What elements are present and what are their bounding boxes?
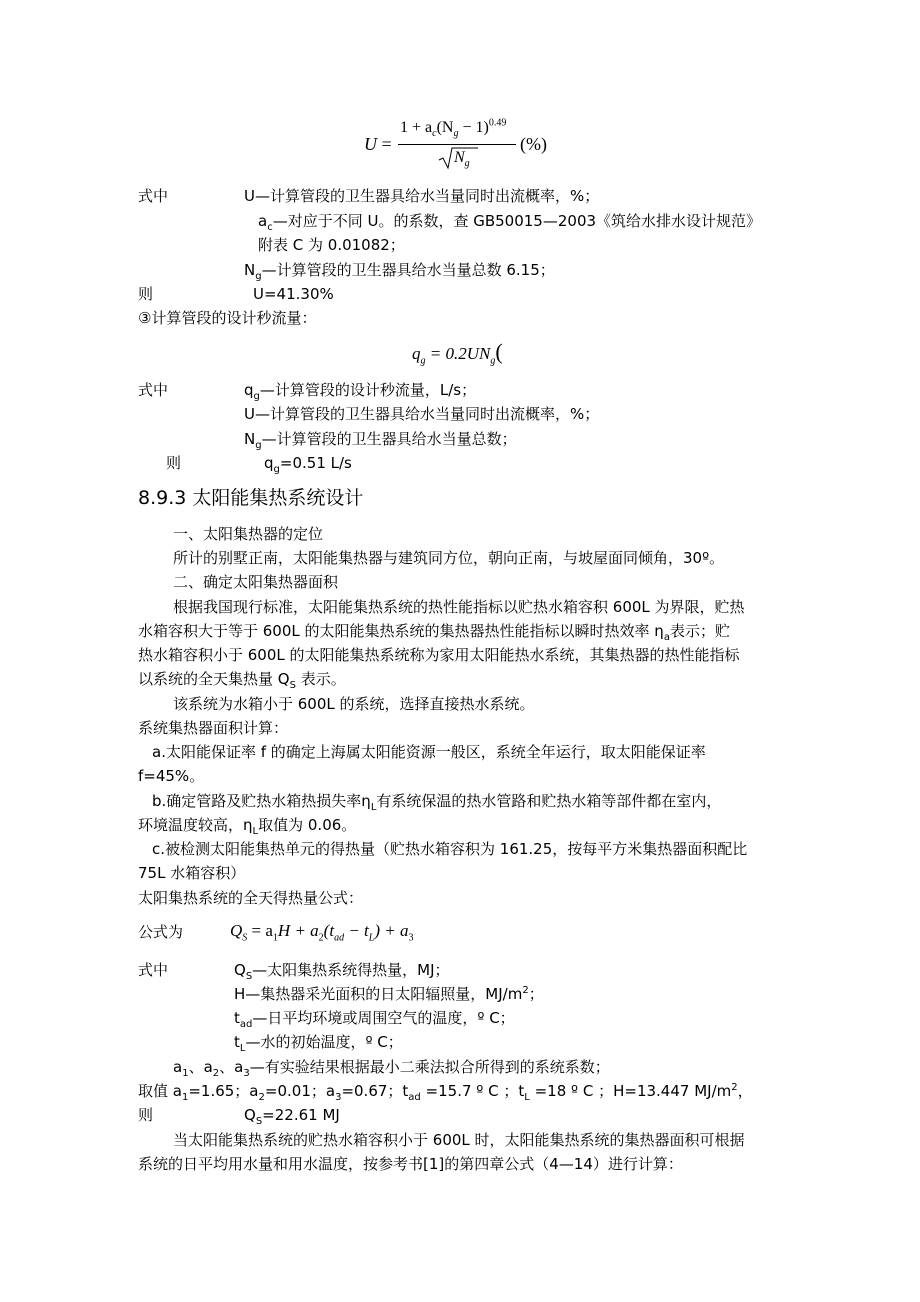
u-result: U=41.30%: [253, 285, 334, 303]
formula-u: [364, 118, 564, 178]
para-4d: 以系统的全天集热量 $Q_S$ 表示。: [138, 670, 346, 691]
para-4a: 根据我国现行标准，太阳能集热系统的热性能指标以贮热水箱容积 600L 为界限，贮热: [173, 598, 745, 616]
formula-qs-label: 公式为: [138, 923, 184, 941]
ac-def: $a_c—$对应于不同 U。的系数，查 GB50015—2003《筑给水排水设计规范》: [258, 212, 762, 233]
formula-q: [412, 340, 532, 370]
final-para-1: 当太阳能集热系统的贮热水箱容积小于 600L 时，太阳能集热系统的集热器面积可根据: [173, 1131, 745, 1149]
para-b1: b.确定管路及贮热水箱热损失率$\eta_L$有系统保温的热水管路和贮热水箱等部件都在室内，: [152, 792, 722, 813]
formula-q-body: $q_g = 0.2UN_g$(: [412, 339, 503, 367]
final-para-2: 系统的日平均用水量和用水温度，按参考书[1]的第四章公式（4—14）进行计算：: [138, 1155, 683, 1173]
para-c2: 75L 水箱容积）: [138, 864, 246, 882]
qs-then: 则: [138, 1106, 154, 1124]
para-4b: 水箱容积大于等于 600L 的太阳能集热系统的集热器热性能指标以瞬时热效率 $\eta_a$表示；贮: [138, 622, 730, 643]
para-a1: a.太阳能保证率 f 的确定上海属太阳能资源一般区，系统全年运行，取太阳能保证率: [152, 743, 706, 761]
formula-u-denominator: $N_g$: [454, 149, 470, 170]
qs-def-4: $t_L—$水的初始温度，º C；: [234, 1033, 403, 1054]
formula-u-lhs: U =: [364, 134, 392, 154]
ac-def-cont: 附表 C 为 0.01082；: [258, 236, 405, 254]
q-then: 则: [166, 454, 182, 472]
u-then: 则: [138, 285, 154, 303]
para-b2: 环境温度较高，$\eta_L$取值为 0.06。: [138, 816, 357, 837]
para-1: 一、太阳集热器的定位: [173, 525, 324, 543]
qs-def-1: $Q_S—$太阳集热系统得热量，MJ；: [234, 961, 450, 982]
formula-u-unit: (%): [520, 134, 547, 154]
para-7: 太阳集热系统的全天得热量公式：: [138, 889, 364, 907]
q-u-def: U—计算管段的卫生器具给水当量同时出流概率，%；: [244, 405, 600, 423]
ng-def: $N_g—$计算管段的卫生器具给水当量总数 6.15；: [244, 261, 555, 282]
para-5: 该系统为水箱小于 600L 的系统，选择直接热水系统。: [173, 695, 535, 713]
formula-u-numerator: $1 + a_c(N_g - 1)^{0.49}$: [400, 117, 507, 140]
q-result: $q_g=0.51$ L/s: [264, 454, 352, 475]
qs-def-5: $a_1$、$a_2$、$a_3—$有实验结果根据最小二乘法拟合所得到的系统系数；: [173, 1058, 610, 1079]
q-def: $q_g—$计算管段的设计秒流量，L/s；: [244, 381, 477, 402]
para-4c: 热水箱容积小于 600L 的太阳能集热系统称为家用太阳能热水系统，其集热器的热性能指标: [138, 646, 740, 664]
qs-values: 取值 $a_1=1.65$；$a_2=0.01$；$a_3=0.67$；$t_{ad} =15.7$ º C ；$t_L =18$ º C ；H=13.447 $MJ/m^2$，: [138, 1082, 753, 1103]
q-defs-label: 式中: [138, 381, 169, 399]
para-a2: f=45%。: [138, 767, 205, 785]
para-2: 所计的别墅正南，太阳能集热器与建筑同方位，朝向正南，与坡屋面同倾角，30º。: [173, 549, 725, 567]
qs-defs-label: 式中: [138, 961, 169, 979]
para-3: 二、确定太阳集热器面积: [173, 573, 339, 591]
step3-heading: ③计算管段的设计秒流量：: [138, 309, 317, 327]
qs-result: $Q_S=22.61$ MJ: [244, 1106, 340, 1127]
u-def: U—计算管段的卫生器具给水当量同时出流概率，%；: [244, 187, 600, 205]
section-heading: 8.9.3 太阳能集热系统设计: [138, 487, 364, 509]
para-6: 系统集热器面积计算：: [138, 719, 289, 737]
q-n-def: $N_g—$计算管段的卫生器具给水当量总数；: [244, 430, 517, 451]
qs-def-3: $t_{ad}—$日平均环境或周围空气的温度，º C；: [234, 1009, 515, 1030]
formula-qs: $Q_S = a_1H + a_2(t_{ad} - t_L) + a_3$: [230, 921, 414, 944]
fraction-bar: [398, 144, 516, 145]
qs-def-2: H—集热器采光面积的日太阳辐照量，$MJ/m^2$；: [234, 985, 544, 1003]
u-defs-label: 式中: [138, 187, 169, 205]
para-c1: c.被检测太阳能集热单元的得热量（贮热水箱容积为 161.25，按每平方米集热器面积配比: [152, 840, 748, 858]
